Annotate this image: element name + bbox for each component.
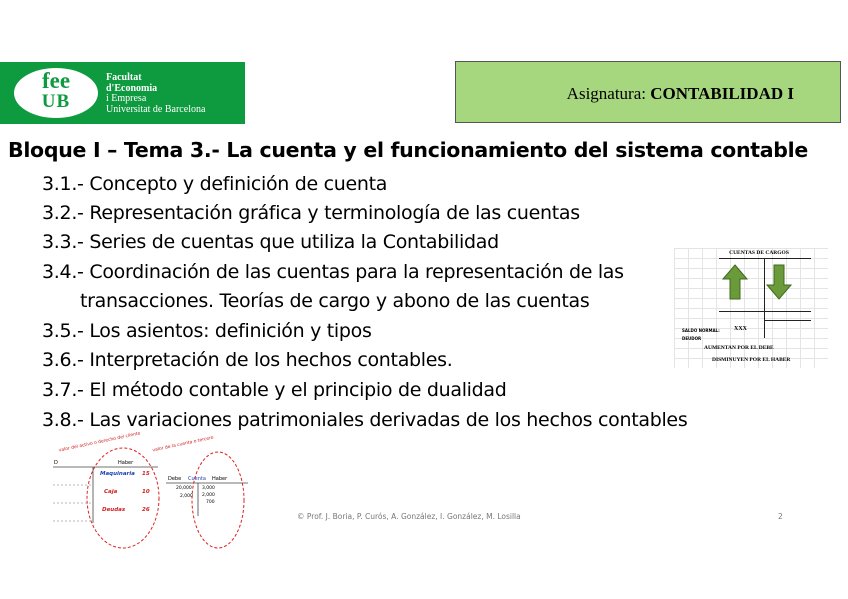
sketch-row-value: 10 [142, 489, 150, 495]
t-account-diagram [674, 248, 828, 368]
t-account-decrease-label: DISMINUYEN POR EL HABER [712, 357, 791, 363]
t-account-deudor-label: DEUDOR [682, 336, 702, 341]
sketch-row-label: Caja [104, 489, 118, 495]
sketch-row-value: 15 [142, 471, 150, 477]
arrow-down-icon [766, 264, 792, 300]
t-account-balance: XXX [734, 326, 747, 332]
logo-line-1: Facultat [106, 72, 142, 83]
arrow-up-icon [722, 264, 748, 300]
t-account-saldo-label: SALDO NORMAL: [682, 328, 720, 333]
sketch-debe: Debe [168, 476, 182, 482]
subject-box [455, 61, 841, 123]
sketch-debe-value: 20,000 [176, 486, 192, 491]
sketch-note-right: valor de la cuenta o tercero [152, 435, 215, 454]
sketch-lines [48, 435, 293, 553]
topic-item: 3.3.- Series de cuentas que utiliza la Contabilidad [42, 231, 499, 253]
topic-item: 3.2.- Representación gráfica y terminología de las cuentas [42, 202, 580, 224]
t-account-title: CUENTAS DE CARGOS [729, 250, 789, 256]
t-account-increase-label: AUMENTAN POR EL DEBE [704, 345, 774, 351]
t-account-center-line [764, 258, 765, 338]
sketch-col-haber: Haber [118, 460, 134, 466]
sketch-haber-value: 700 [206, 500, 215, 505]
t-account-line [764, 320, 811, 321]
sketch-haber: Haber [212, 476, 228, 482]
topic-item-continuation: transacciones. Teorías de cargo y abono de las cuentas [80, 290, 590, 312]
subject-label [567, 84, 794, 104]
sketch-col-d: D [54, 460, 58, 466]
subject-prefix: Asignatura: [566, 84, 651, 103]
logo-mark-ub: UB [41, 91, 71, 112]
t-account-top-line [719, 258, 811, 259]
subject-name: CONTABILIDAD I [650, 84, 794, 103]
sketch-debe-value: 2,000 [180, 494, 193, 499]
page-number: 2 [778, 512, 783, 521]
sketch-haber-value: 2,000 [202, 493, 215, 498]
ledger-sketch [48, 431, 293, 553]
topic-item: 3.5.- Los asientos: definición y tipos [42, 320, 372, 342]
topic-item: 3.1.- Concepto y definición de cuenta [42, 173, 388, 195]
topic-item: 3.4.- Coordinación de las cuentas para la representación de las [42, 261, 624, 283]
logo-line-4: Universitat de Barcelona [106, 103, 206, 115]
logo-text [106, 73, 205, 115]
topic-item: 3.8.- Las variaciones patrimoniales derivadas de los hechos contables [42, 409, 688, 431]
topic-item: 3.7.- El método contable y el principio de dualidad [42, 379, 507, 401]
page-title: Bloque I – Tema 3.- La cuenta y el funcionamiento del sistema contable [8, 138, 808, 162]
footer-credits: © Prof. J. Boria, P. Curós, A. González, I. González, M. Losilla [297, 512, 521, 521]
sketch-cuenta: Cuenta [188, 476, 206, 482]
sketch-row-label: Maquinaria [100, 471, 135, 477]
logo-mark-fee: fee [41, 68, 71, 93]
sketch-row-label: Deudas [102, 507, 126, 513]
topic-item: 3.6.- Interpretación de los hechos contables. [42, 349, 453, 371]
faculty-logo [0, 62, 245, 124]
sketch-note-left: valor del activo o derecho del cliente [58, 431, 141, 454]
sketch-haber-value: 3,000 [202, 486, 215, 491]
logo-line-2: d'Economia [106, 82, 158, 94]
sketch-row-value: 26 [142, 507, 150, 513]
t-account-line [719, 311, 811, 312]
logo-line-3: i Empresa [106, 93, 147, 104]
